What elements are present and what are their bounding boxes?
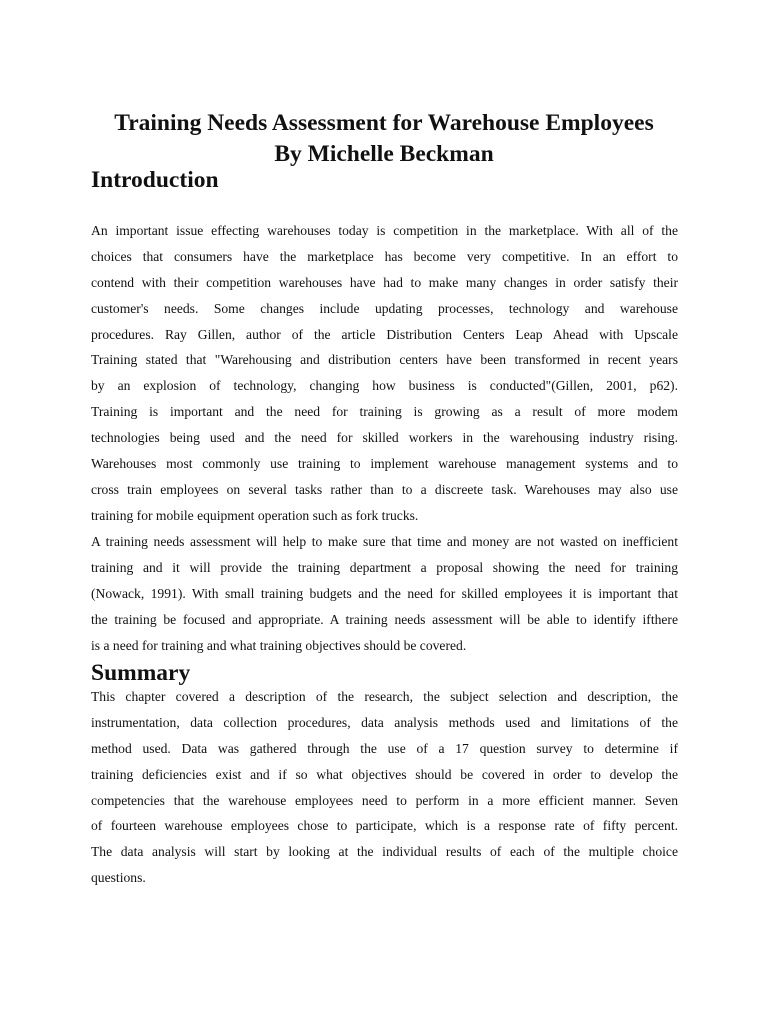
text-line: Warehouses most commonly use training to implement warehouse management systems and to xyxy=(91,456,678,472)
text-line: This chapter covered a description of the research, the subject selection and description, the xyxy=(91,689,678,704)
text-line: technologies being used and the need for skilled workers in the warehousing industry rising. xyxy=(91,430,678,446)
text-line: instrumentation, data collection procedures, data analysis methods used and limitations of the xyxy=(91,714,678,730)
introduction-paragraph-1 xyxy=(91,218,678,529)
introduction-heading: Introduction xyxy=(91,167,219,193)
text-line: competencies that the warehouse employees need to perform in a more efficient manner. Seven xyxy=(91,792,678,808)
document-title xyxy=(60,108,708,170)
introduction-paragraph-2 xyxy=(91,529,678,658)
text-line: An important issue effecting warehouses today is competition in the marketplace. With all of the xyxy=(91,223,678,238)
text-line: by an explosion of technology, changing how business is conducted"(Gillen, 2001, p62). xyxy=(91,378,678,394)
text-line: training for mobile equipment operation such as fork trucks. xyxy=(91,507,419,523)
text-line: of fourteen warehouse employees chose to participate, which is a response rate of fifty percent. xyxy=(91,818,678,834)
text-line: (Nowack, 1991). With small training budgets and the need for skilled employees it is important that xyxy=(91,585,678,601)
text-line: questions. xyxy=(91,870,146,886)
text-line: procedures. Ray Gillen, author of the article Distribution Centers Leap Ahead with Upscale xyxy=(91,326,678,342)
text-line: is a need for training and what training objectives should be covered. xyxy=(91,637,467,653)
text-line: Training stated that "Warehousing and distribution centers have been transformed in recent years xyxy=(91,352,678,368)
text-line: cross train employees on several tasks rather than to a discreete task. Warehouses may also use xyxy=(91,481,678,497)
text-line: the training be focused and appropriate. A training needs assessment will be able to identify ifthere xyxy=(91,611,678,627)
text-line: choices that consumers have the marketplace has become very competitive. In an effort to xyxy=(91,248,678,264)
text-line: contend with their competition warehouses have had to make many changes in order satisfy their xyxy=(91,274,678,290)
summary-paragraph xyxy=(91,684,678,891)
text-line: A training needs assessment will help to make sure that time and money are not wasted on inefficient xyxy=(91,534,678,549)
title-line: Training Needs Assessment for Warehouse Employees xyxy=(114,110,654,136)
text-line: The data analysis will start by looking at the individual results of each of the multiple choice xyxy=(91,844,678,860)
summary-heading: Summary xyxy=(91,660,191,686)
author-line: By Michelle Beckman xyxy=(274,141,494,167)
text-line: training and it will provide the training department a proposal showing the need for training xyxy=(91,559,678,575)
text-line: customer's needs. Some changes include updating processes, technology and warehouse xyxy=(91,300,678,316)
text-line: method used. Data was gathered through the use of a 17 question survey to determine if xyxy=(91,740,678,756)
text-line: Training is important and the need for training is growing as a result of more modem xyxy=(91,404,678,420)
text-line: training deficiencies exist and if so what objectives should be covered in order to develop the xyxy=(91,766,678,782)
